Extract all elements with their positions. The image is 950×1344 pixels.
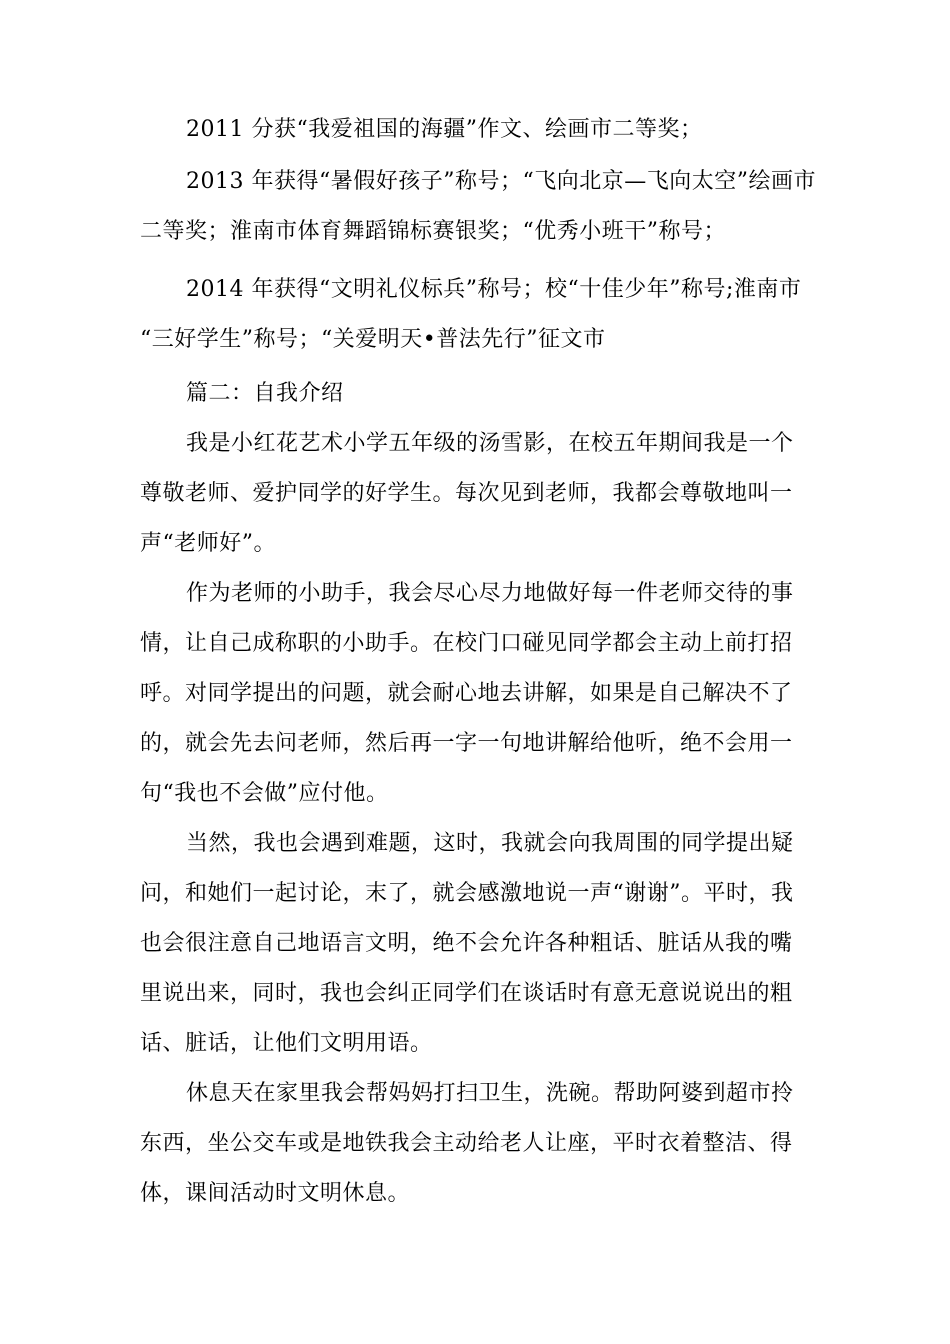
paragraph-line: 休息天在家里我会帮妈妈打扫卫生，洗碗。帮助阿婆到超市拎 — [186, 1081, 794, 1106]
section-heading-text: 篇二：自我介绍 — [186, 381, 344, 406]
paragraph-line: 尊敬老师、爱护同学的好学生。每次见到老师，我都会尊敬地叫一 — [140, 481, 793, 506]
paragraph-line: 2013 年获得“暑假好孩子”称号；“飞向北京—飞向太空”绘画市 — [186, 169, 816, 194]
award-2014-paragraph — [140, 265, 820, 365]
section-heading — [140, 369, 820, 419]
paragraph-line: “三好学生”称号；“关爱明天•普法先行”征文市 — [140, 327, 606, 352]
paragraph-line: 句“我也不会做”应付他。 — [140, 781, 389, 806]
paragraph-line: 作为老师的小助手，我会尽心尽力地做好每一件老师交待的事 — [186, 581, 794, 606]
intro-paragraph-4 — [140, 1069, 820, 1219]
intro-paragraph-1 — [140, 419, 820, 569]
paragraph-line: 二等奖；淮南市体育舞蹈锦标赛银奖；“优秀小班干”称号； — [140, 219, 726, 244]
paragraph-line: 声“老师好”。 — [140, 531, 276, 556]
paragraph-line: 话、脏话，让他们文明用语。 — [140, 1031, 433, 1056]
paragraph-line: 2014 年获得“文明礼仪标兵”称号；校“十佳少年”称号;淮南市 — [186, 277, 802, 302]
paragraph-line: 的，就会先去问老师，然后再一字一句地讲解给他听，绝不会用一 — [140, 731, 793, 756]
award-2013-paragraph — [140, 157, 820, 257]
paragraph-line: 体，课间活动时文明休息。 — [140, 1181, 411, 1206]
award-2011-paragraph — [140, 105, 820, 155]
paragraph-line: 2011 分获“我爱祖国的海疆”作文、绘画市二等奖； — [186, 117, 703, 142]
intro-paragraph-2 — [140, 569, 820, 819]
paragraph-line: 问，和她们一起讨论，末了，就会感激地说一声“谢谢”。平时，我 — [140, 881, 794, 906]
intro-paragraph-3 — [140, 819, 820, 1069]
paragraph-line: 呼。对同学提出的问题，就会耐心地去讲解，如果是自己解决不了 — [140, 681, 793, 706]
paragraph-line: 东西，坐公交车或是地铁我会主动给老人让座，平时衣着整洁、得 — [140, 1131, 793, 1156]
paragraph-line: 情，让自己成称职的小助手。在校门口碰见同学都会主动上前打招 — [140, 631, 793, 656]
paragraph-line: 里说出来，同时，我也会纠正同学们在谈话时有意无意说说出的粗 — [140, 981, 793, 1006]
paragraph-line: 也会很注意自己地语言文明，绝不会允许各种粗话、脏话从我的嘴 — [140, 931, 793, 956]
paragraph-line: 当然，我也会遇到难题，这时，我就会向我周围的同学提出疑 — [186, 831, 794, 856]
paragraph-line: 我是小红花艺术小学五年级的汤雪影，在校五年期间我是一个 — [186, 431, 794, 456]
